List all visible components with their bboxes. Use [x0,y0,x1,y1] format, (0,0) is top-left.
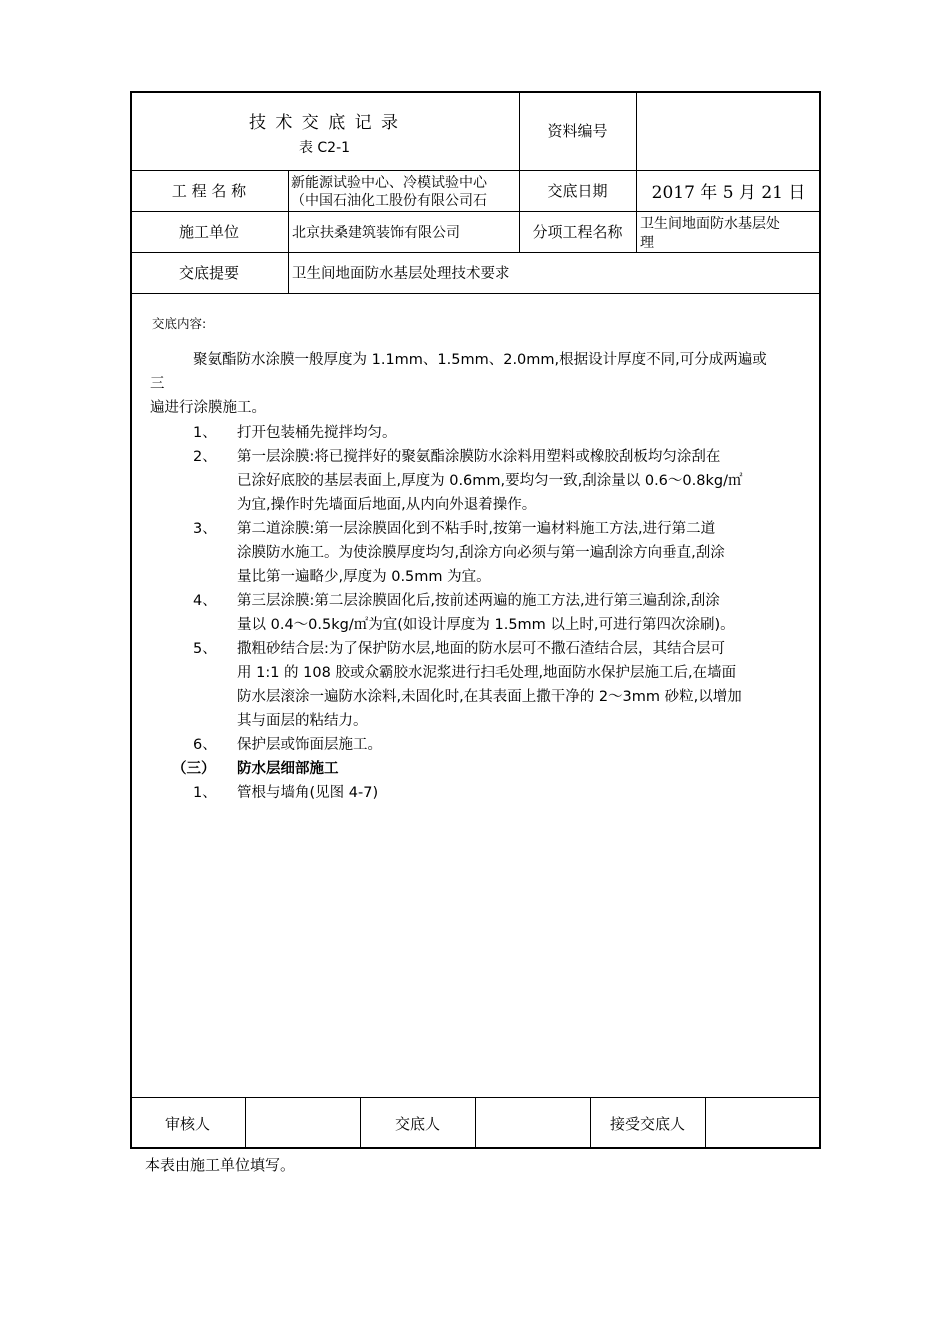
summary-value: 卫生间地面防水基层处理技术要求 [292,266,510,282]
item-number: 1、 [193,785,217,801]
item-number: 1、 [193,425,217,441]
content-heading: 交底内容: [152,316,207,331]
section-number: （三） [172,761,216,777]
item-number: 3、 [193,521,217,537]
item-text: 第一层涂膜:将已搅拌好的聚氨酯涂膜防水涂料用塑料或橡胶刮板均匀涂刮在 [237,449,721,465]
item-text: 量以 0.4～0.5kg/㎡为宜(如设计厚度为 1.5mm 以上时,可进行第四次涂刷)。 [237,617,735,633]
item-text: 第二道涂膜:第一层涂膜固化到不粘手时,按第一遍材料施工方法,进行第二道 [237,521,716,537]
item-text: 保护层或饰面层施工。 [237,737,382,753]
intro-line: 聚氨酯防水涂膜一般厚度为 1.1mm、1.5mm、2.0mm,根据设计厚度不同,可分成两遍或 [193,352,767,368]
item-text: 第三层涂膜:第二层涂膜固化后,按前述两遍的施工方法,进行第三遍刮涂,刮涂 [237,593,720,609]
intro-line: 遍进行涂膜施工。 [150,400,266,416]
sub-project-line: 理 [640,235,654,251]
discloser-field[interactable] [475,1097,590,1149]
intro-line: 三 [150,376,165,392]
construction-unit-value: 北京扶桑建筑装饰有限公司 [292,224,460,241]
item-text: 打开包装桶先搅拌均匀。 [237,425,397,441]
item-number: 4、 [193,593,217,609]
form-title: 技 术 交 底 记 录 [248,113,401,133]
project-name-line: （中国石油化工股份有限公司石 [291,193,487,209]
discloser-label: 交底人 [394,1114,440,1133]
form-number: 表 C2-1 [298,140,351,156]
reviewer-field[interactable] [245,1097,360,1149]
item-text: 涂膜防水施工。为使涂膜厚度均匀,刮涂方向必须与第一遍刮涂方向垂直,刮涂 [237,545,725,561]
col-divider [288,170,289,293]
item-text: 其与面层的粘结力。 [237,713,368,729]
date-value: 2017 年 5 月 21 日 [651,183,806,203]
date-label: 交底日期 [547,182,608,200]
sub-project-label: 分项工程名称 [532,223,623,241]
project-name-line: 新能源试验中心、冷模试验中心 [291,175,487,191]
item-number: 5、 [193,641,217,657]
section-title: 防水层细部施工 [237,761,339,777]
item-text: 撒粗砂结合层:为了保护防水层,地面的防水层可不撒石渣结合层，其结合层可 [237,641,725,657]
receiver-field[interactable] [705,1097,821,1149]
row-divider [130,293,821,294]
project-name-value [291,174,517,211]
item-text: 管根与墙角(见图 4-7) [237,785,379,801]
item-text: 防水层滚涂一遍防水涂料,未固化时,在其表面上撒干净的 2～3mm 砂粒,以增加 [237,689,742,705]
form-note: 本表由施工单位填写。 [145,1156,296,1174]
doc-no-label: 资料编号 [547,122,608,140]
sub-project-value [640,215,819,252]
sub-project-line: 卫生间地面防水基层处 [640,216,780,232]
project-name-label: 工 程 名 称 [171,182,247,200]
item-text: 已涂好底胶的基层表面上,厚度为 0.6mm,要均匀一致,刮涂量以 0.6～0.8kg/㎡ [237,473,743,489]
item-text: 用 1:1 的 108 胶或众霸胶水泥浆进行扫毛处理,地面防水保护层施工后,在墙面 [237,665,737,681]
construction-unit-label: 施工单位 [178,223,239,241]
item-number: 2、 [193,449,217,465]
summary-label: 交底提要 [178,264,239,282]
receiver-label: 接受交底人 [609,1114,685,1133]
reviewer-label: 审核人 [164,1114,210,1133]
item-text: 为宜,操作时先墙面后地面,从内向外退着操作。 [237,497,537,513]
item-number: 6、 [193,737,217,753]
item-text: 量比第一遍略少,厚度为 0.5mm 为宜。 [237,569,491,585]
doc-no-field[interactable] [636,91,821,170]
